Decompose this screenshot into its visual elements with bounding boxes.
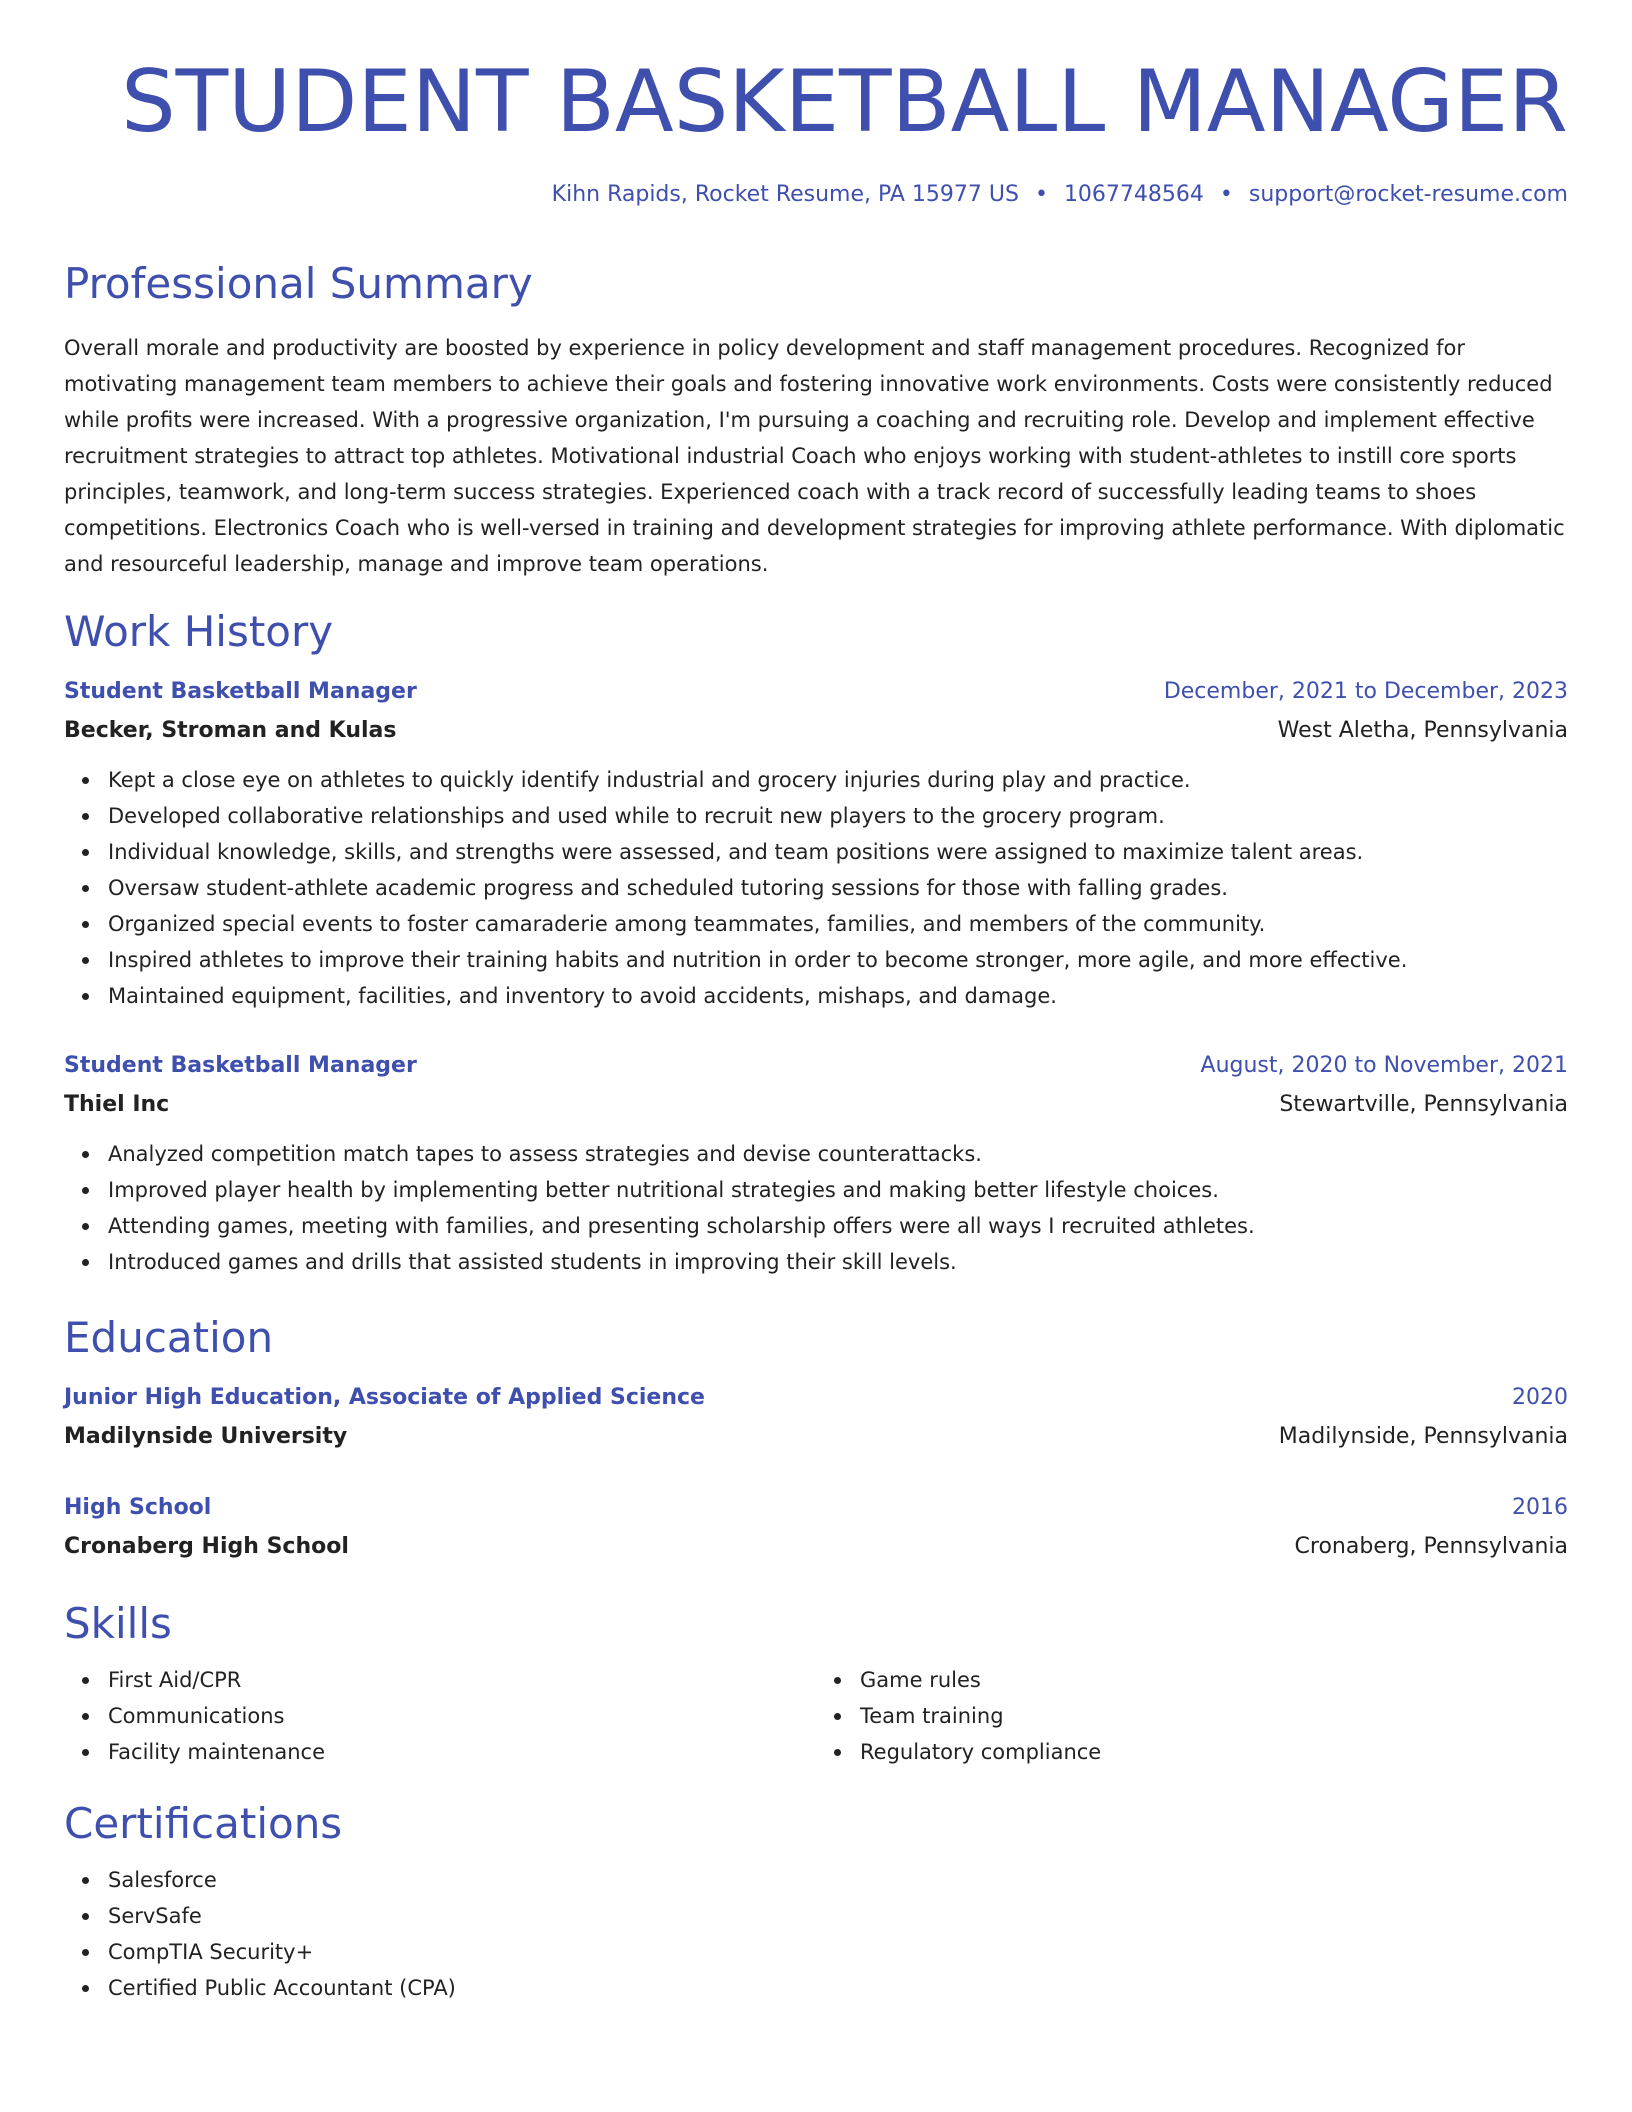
job-bullets [64, 1136, 1568, 1280]
contact-line [64, 180, 1568, 210]
certifications-list [64, 1862, 1568, 2006]
skills-heading: Skills [64, 1599, 172, 1648]
job-bullet: Individual knowledge, skills, and strengths were assessed, and team positions were assigned to maximize talent areas. [108, 834, 1568, 870]
job-title: Student Basketball Manager [64, 1053, 417, 1078]
job-company: Becker, Stroman and Kulas [64, 718, 397, 743]
job-bullet: Analyzed competition match tapes to assess strategies and devise counterattacks. [108, 1136, 1568, 1172]
certification-item: Salesforce [108, 1862, 1568, 1898]
job-location: West Aletha, Pennsylvania [1277, 718, 1568, 743]
skill-item: Facility maintenance [108, 1734, 816, 1770]
job-dates: December, 2021 to December, 2023 [1163, 679, 1568, 704]
job-company: Thiel Inc [64, 1092, 170, 1117]
skill-item: Communications [108, 1698, 816, 1734]
work-history-heading: Work History [64, 607, 334, 656]
school-name: Madilynside University [64, 1424, 348, 1449]
degree-row [64, 1488, 1568, 1528]
job-bullet: Maintained equipment, facilities, and inventory to avoid accidents, mishaps, and damage. [108, 978, 1568, 1014]
job-location: Stewartville, Pennsylvania [1279, 1092, 1568, 1117]
certifications-heading: Certifications [64, 1799, 343, 1848]
job-company-row [64, 1086, 1568, 1124]
degree-year: 2016 [1512, 1495, 1568, 1520]
school-location: Cronaberg, Pennsylvania [1294, 1534, 1568, 1559]
job-bullet: Attending games, meeting with families, and presenting scholarship offers were all ways I recruited athletes. [108, 1208, 1568, 1244]
certification-item: CompTIA Security+ [108, 1934, 1568, 1970]
school-row [64, 1418, 1568, 1456]
job-bullet: Developed collaborative relationships and used while to recruit new players to the grocery program. [108, 798, 1568, 834]
job-entry [64, 672, 1568, 1014]
degree-title: Junior High Education, Associate of Applied Science [64, 1385, 705, 1410]
job-entry [64, 1046, 1568, 1280]
certification-item: ServSafe [108, 1898, 1568, 1934]
skills-column-right [816, 1662, 1568, 1770]
job-bullet: Inspired athletes to improve their training habits and nutrition in order to become stronger, more agile, and more effective. [108, 942, 1568, 978]
job-dates: August, 2020 to November, 2021 [1200, 1053, 1568, 1078]
degree-year: 2020 [1512, 1385, 1568, 1410]
job-bullets [64, 762, 1568, 1014]
contact-phone: 1067748564 [1063, 182, 1204, 207]
school-name: Cronaberg High School [64, 1534, 349, 1559]
skill-item: First Aid/CPR [108, 1662, 816, 1698]
skill-item: Team training [860, 1698, 1568, 1734]
summary-text: Overall morale and productivity are boosted by experience in policy development and staff management procedures. Recognized for motivating management team members to achieve their goals and fostering innovative work environments. Costs were consistently reduced while profits were increased. With a progressive organization, I'm pursuing a coaching and recruiting role. Develop and implement effective recruitment strategies to attract top athletes. Motivational industrial Coach who enjoys working with student-athletes to instill core sports principles, teamwork, and long-term success strategies. Experienced coach with a track record of successfully leading teams to shoes competitions. Electronics Coach who is well-versed in training and development strategies for improving athlete performance. With diplomatic and resourceful leadership, manage and improve team operations. [64, 336, 1565, 576]
skills-column-left [64, 1662, 816, 1770]
job-bullet: Introduced games and drills that assisted students in improving their skill levels. [108, 1244, 1568, 1280]
resume-header [64, 52, 1568, 210]
degree-row [64, 1378, 1568, 1418]
job-bullet: Improved player health by implementing better nutritional strategies and making better lifestyle choices. [108, 1172, 1568, 1208]
job-bullet: Oversaw student-athlete academic progress and scheduled tutoring sessions for those with falling grades. [108, 870, 1568, 906]
contact-address: Kihn Rapids, Rocket Resume, PA 15977 US [551, 182, 1019, 207]
education-entry [64, 1488, 1568, 1566]
degree-title: High School [64, 1495, 212, 1520]
school-location: Madilynside, Pennsylvania [1278, 1424, 1568, 1449]
job-title-row [64, 1046, 1568, 1086]
job-company-row [64, 712, 1568, 750]
job-title-row [64, 672, 1568, 712]
contact-separator: • [1219, 182, 1233, 207]
candidate-name: STUDENT BASKETBALL MANAGER [121, 52, 1568, 152]
job-title: Student Basketball Manager [64, 679, 417, 704]
certification-item: Certified Public Accountant (CPA) [108, 1970, 1568, 2006]
job-bullet: Organized special events to foster camaraderie among teammates, families, and members of the community. [108, 906, 1568, 942]
school-row [64, 1528, 1568, 1566]
skill-item: Regulatory compliance [860, 1734, 1568, 1770]
skills-list [64, 1662, 1568, 1770]
job-bullet: Kept a close eye on athletes to quickly identify industrial and grocery injuries during play and practice. [108, 762, 1568, 798]
skill-item: Game rules [860, 1662, 1568, 1698]
education-entry [64, 1378, 1568, 1456]
contact-separator: • [1034, 182, 1048, 207]
summary-heading: Professional Summary [64, 259, 533, 308]
education-heading: Education [64, 1313, 274, 1362]
contact-email[interactable]: support@rocket-resume.com [1248, 182, 1568, 207]
